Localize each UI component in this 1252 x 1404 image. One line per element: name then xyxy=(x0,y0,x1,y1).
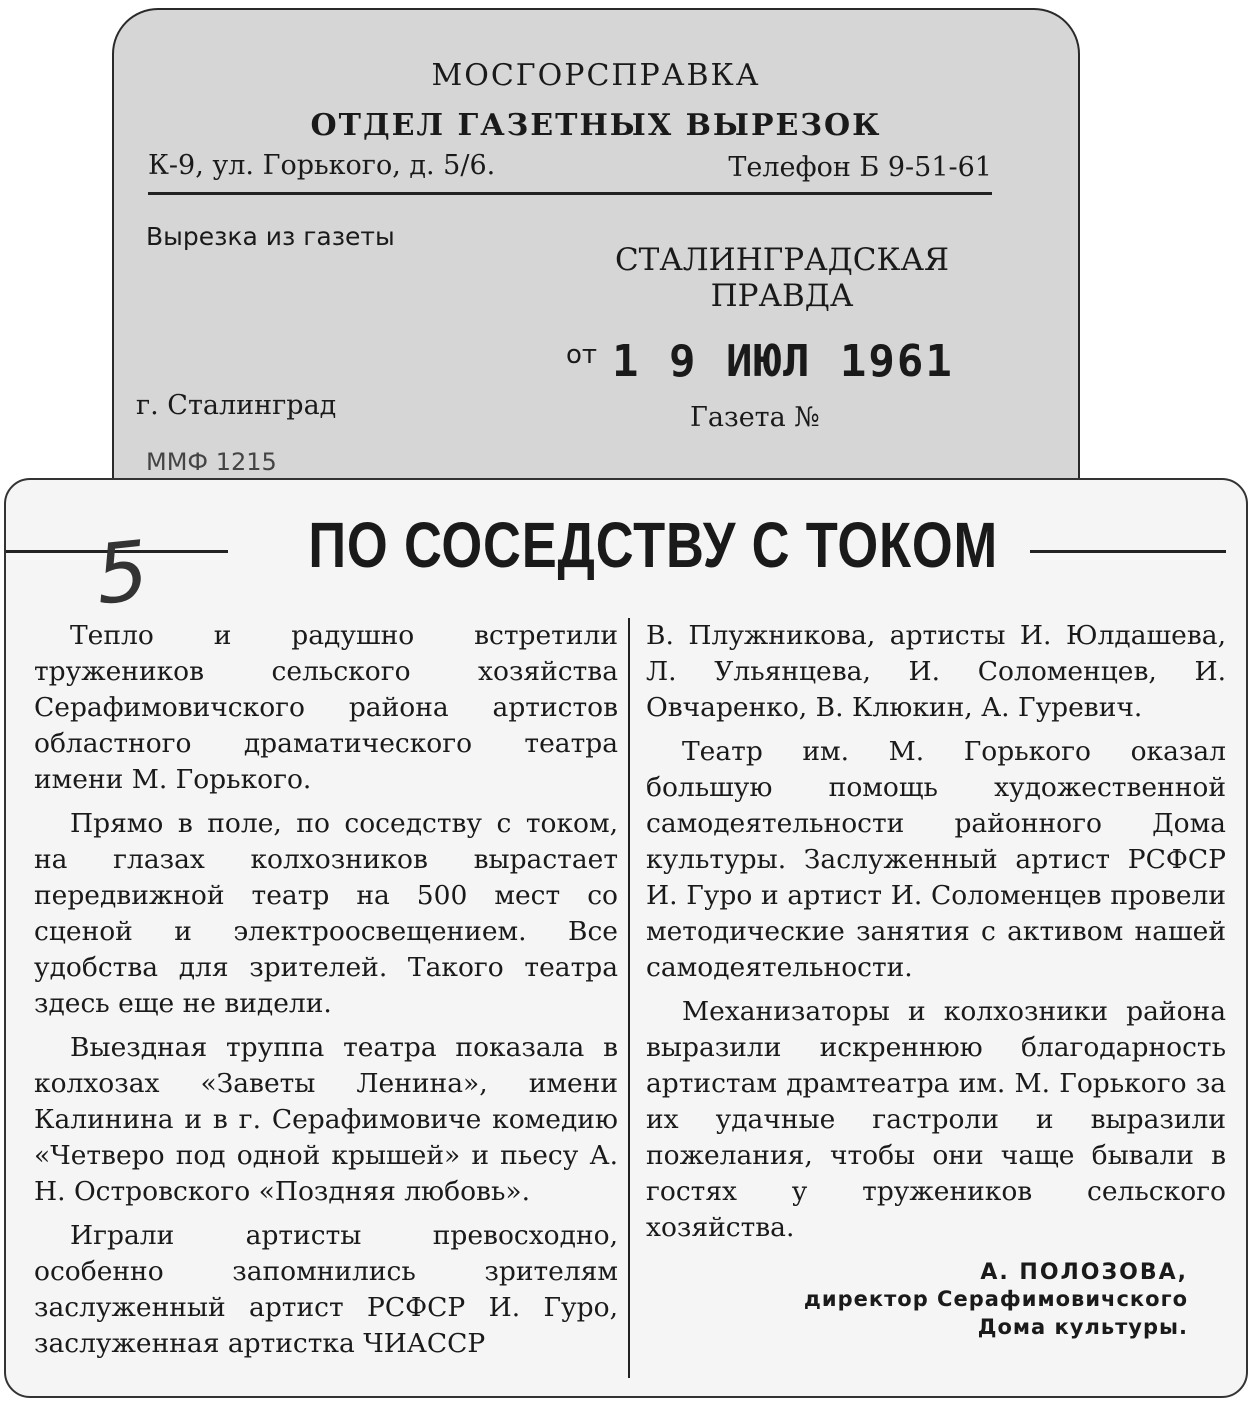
agency-name: МОСГОРСПРАВКА xyxy=(431,58,761,93)
article-column-left xyxy=(34,618,618,1370)
headline-row xyxy=(6,506,1246,624)
date-stamp: 1 9 ИЮЛ 1961 xyxy=(612,336,954,387)
newspaper-clipping xyxy=(4,478,1248,1398)
form-code: ММФ 1215 xyxy=(146,448,277,476)
agency-address: К-9, ул. Горького, д. 5/6. xyxy=(148,150,496,181)
article-signature xyxy=(804,1260,1188,1341)
paragraph-continuation: В. Плужникова, артисты И. Юлдашева, Л. Ульянцева, И. Соломенцев, И. Овчаренко, В. Клюкин, А. Гуревич. xyxy=(646,620,1226,723)
article-headline: ПО СОСЕДСТВУ С ТОКОМ xyxy=(308,509,998,581)
author-role-line1: директор Серафимовичского xyxy=(803,1287,1188,1311)
author-name: А. ПОЛОЗОВА, xyxy=(980,1260,1188,1285)
issue-number-label: Газета № xyxy=(690,402,820,433)
clipping-from-label: Вырезка из газеты xyxy=(146,222,395,251)
date-prefix: от xyxy=(566,340,598,370)
paragraph: Выездная труппа театра показала в колхозах «Заветы Ленина», имени Калинина и в г. Серафимовиче комедию «Четверо под одной крышей» и пьесу А. Н. Островского «Поздняя любовь». xyxy=(34,1032,618,1207)
column-divider xyxy=(628,618,630,1378)
newspaper-name-line1: СТАЛИНГРАДСКАЯ xyxy=(614,242,950,278)
author-role-line2: Дома культуры. xyxy=(977,1315,1188,1339)
paragraph: Прямо в поле, по соседству с током, на глазах колхозников вырастает передвижной театр на 500 мест со сценой и электроосвещением. Все удобства для зрителей. Такого театра здесь еще не видели. xyxy=(34,808,618,1019)
label-divider xyxy=(148,192,992,195)
article-column-right xyxy=(646,618,1226,1254)
paragraph: Механизаторы и колхозники района выразили искреннюю благодарность артистам драмтеатра им. М. Горького за их удачные гастроли и выразили пожелания, чтобы они чаще бывали в гостях у тружеников сельского хозяйства. xyxy=(646,996,1226,1243)
newspaper-name xyxy=(600,242,964,314)
clipping-service-label xyxy=(112,8,1080,508)
department-name: ОТДЕЛ ГАЗЕТНЫХ ВЫРЕЗОК xyxy=(310,108,882,143)
agency-phone: Телефон Б 9-51-61 xyxy=(728,152,992,183)
headline-rule-right xyxy=(1030,550,1226,553)
city-label: г. Сталинград xyxy=(136,390,337,421)
paragraph: Тепло и радушно встретили тружеников сельского хозяйства Серафимовичского района артистов областного драматического театра имени М. Горького. xyxy=(34,620,618,795)
paragraph: Играли артисты превосходно, особенно запомнились зрителям заслуженный артист РСФСР И. Гуро, заслуженная артистка ЧИАССР xyxy=(34,1220,618,1359)
newspaper-name-line2: ПРАВДА xyxy=(710,278,854,314)
paragraph: Театр им. М. Горького оказал большую помощь художественной самодеятельности районного Дома культуры. Заслуженный артист РСФСР И. Гуро и артист И. Соломенцев провели методические занятия с активом нашей самодеятельности. xyxy=(646,736,1226,983)
handwritten-number: 5 xyxy=(91,523,153,624)
